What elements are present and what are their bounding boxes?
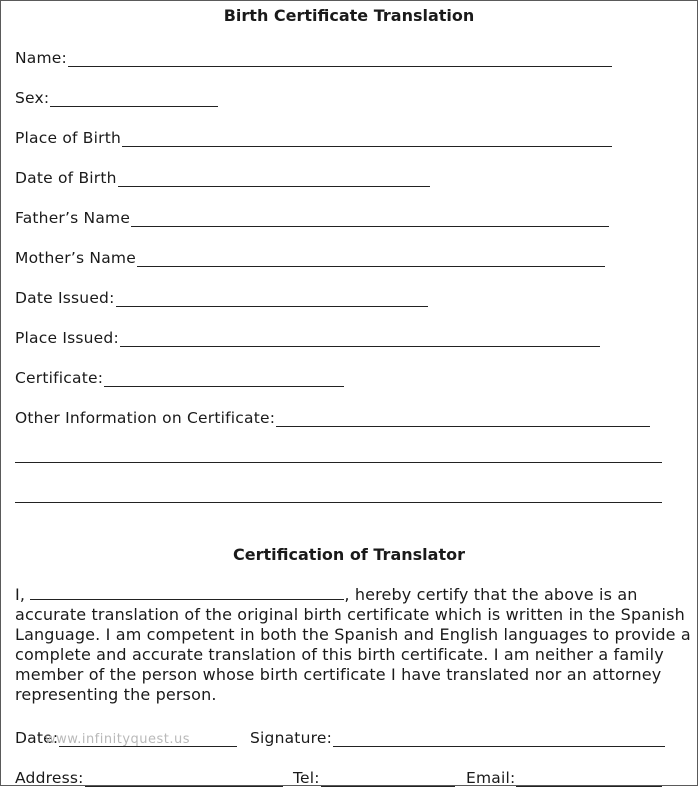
name-label: Name: [15, 49, 67, 67]
name-line[interactable] [68, 52, 612, 67]
sex-field[interactable] [15, 85, 218, 107]
signature-line[interactable] [333, 732, 665, 747]
statement-first-line: , hereby certify that the above is an [344, 585, 638, 604]
tel-field[interactable] [293, 765, 455, 787]
fathers-name-label: Father’s Name [15, 209, 131, 227]
mothers-name-field[interactable] [15, 245, 605, 267]
place-of-birth-line[interactable] [122, 132, 612, 147]
other-info-continuation-line-2[interactable] [15, 502, 662, 503]
place-issued-field[interactable] [15, 325, 600, 347]
name-field[interactable] [15, 45, 612, 67]
certification-title: Certification of Translator [233, 545, 465, 564]
certificate-line[interactable] [104, 372, 344, 387]
fathers-name-line[interactable] [131, 212, 609, 227]
tel-line[interactable] [321, 772, 455, 787]
other-info-field[interactable] [15, 405, 650, 427]
date-issued-label: Date Issued: [15, 289, 115, 307]
date-label: Date: [15, 729, 59, 747]
address-label: Address: [15, 769, 84, 787]
address-line[interactable] [85, 772, 283, 787]
place-issued-line[interactable] [120, 332, 600, 347]
signature-field[interactable] [250, 725, 665, 747]
certificate-label: Certificate: [15, 369, 104, 387]
email-field[interactable] [466, 765, 662, 787]
statement-body: accurate translation of the original birth certificate which is written in the Spanish Language. I am competent in both the Spanish and English languages to provide a complete and accurate translation of this birth certificate. I am neither a family member of the person whose birth certificate I have translated nor an attorney representing the person. [15, 605, 691, 704]
certificate-field[interactable] [15, 365, 344, 387]
address-field[interactable] [15, 765, 283, 787]
tel-label: Tel: [293, 769, 320, 787]
fathers-name-field[interactable] [15, 205, 609, 227]
date-of-birth-line[interactable] [118, 172, 430, 187]
form-title: Birth Certificate Translation [223, 6, 475, 25]
other-info-continuation-line-1[interactable] [15, 462, 662, 463]
statement-prefix: I, [15, 585, 26, 604]
sex-label: Sex: [15, 89, 50, 107]
email-line[interactable] [516, 772, 662, 787]
date-issued-field[interactable] [15, 285, 428, 307]
date-of-birth-field[interactable] [15, 165, 430, 187]
place-of-birth-field[interactable] [15, 125, 612, 147]
place-issued-label: Place Issued: [15, 329, 119, 347]
watermark: www.infinityquest.us [45, 732, 191, 747]
date-of-birth-label: Date of Birth [15, 169, 117, 187]
other-info-label: Other Information on Certificate: [15, 409, 276, 427]
translator-name-line[interactable] [30, 585, 344, 600]
other-info-line[interactable] [276, 412, 650, 427]
sex-line[interactable] [50, 92, 218, 107]
date-issued-line[interactable] [116, 292, 428, 307]
email-label: Email: [466, 769, 516, 787]
certification-statement [15, 585, 695, 705]
mothers-name-line[interactable] [137, 252, 605, 267]
signature-label: Signature: [250, 729, 332, 747]
place-of-birth-label: Place of Birth [15, 129, 122, 147]
mothers-name-label: Mother’s Name [15, 249, 136, 267]
